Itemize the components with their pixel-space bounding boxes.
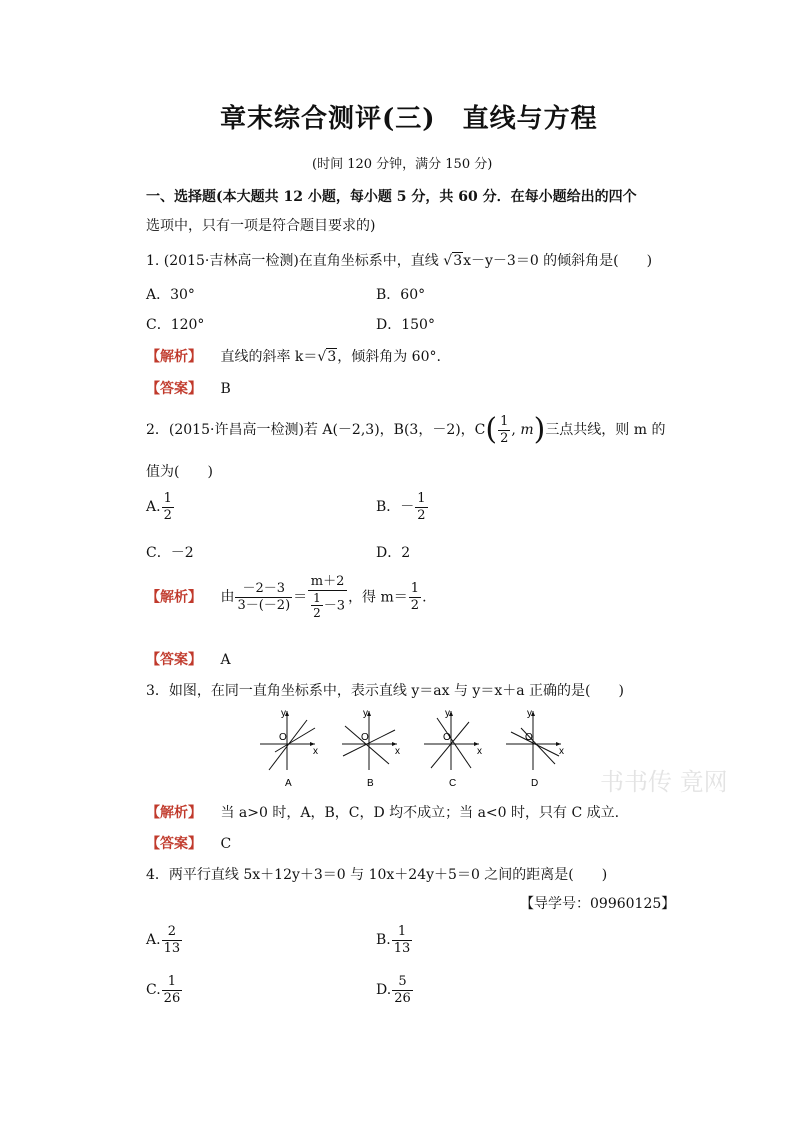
q1-option-d: D．150° (376, 317, 435, 333)
page-title: 章末综合测评(三) 直线与方程 (220, 104, 598, 134)
graph-b (342, 708, 400, 789)
q1-analysis: 【解析】 直线的斜率 k＝√3，倾斜角为 60°. (146, 349, 441, 365)
q4-reference: 【导学号：09960125】 (520, 896, 676, 912)
q4-option-c: C. $\frac{1}{26}$ (146, 974, 181, 1006)
figure-label-a: A (285, 778, 292, 789)
q1-answer: 【答案】 B (146, 381, 231, 397)
svg-text:y: y (363, 708, 368, 719)
section-header-line1: 一、选择题(本大题共 12 小题，每小题 5 分，共 60 分．在每小题给出的四个 (146, 189, 637, 205)
q4-stem: 4．两平行直线 5x＋12y＋3＝0 与 10x＋24y＋5＝0 之间的距离是( ) (146, 867, 608, 883)
svg-text:O: O (525, 732, 533, 743)
q4-option-b: B. $\frac{1}{13}$ (376, 924, 411, 956)
sqrt-symbol: √3 (443, 253, 463, 269)
svg-text:O: O (361, 732, 369, 743)
q3-answer: 【答案】 C (146, 836, 232, 852)
q1-option-b: B．60° (376, 287, 426, 303)
watermark: 书书传 竟网 (600, 768, 728, 796)
q2-option-c: C．－2 (146, 545, 194, 561)
q2-option-b: B．－ $\frac{1}{2}$ (376, 491, 426, 523)
q2-stem: 2．(2015·许昌高一检测)若 A(－2,3)，B(3，－2)，C( $\frac{1}{2}$ , m)三点共线，则 m 的 (146, 412, 666, 448)
answer-label: 【答案】 (146, 381, 202, 397)
q1-option-a: A．30° (146, 287, 195, 303)
graph-c (424, 708, 482, 789)
section-header-line2: 选项中，只有一项是符合题目要求的) (146, 218, 376, 234)
graph-d (506, 708, 564, 789)
figure-label-d: D (531, 778, 539, 789)
q3-analysis: 【解析】 当 a>0 时，A，B，C，D 均不成立；当 a<0 时，只有 C 成立. (146, 805, 620, 821)
q2-stem-line2: 值为( ) (146, 464, 213, 480)
svg-text:x: x (313, 746, 318, 757)
svg-text:y: y (527, 708, 532, 719)
q4-option-d: D. $\frac{5}{26}$ (376, 974, 411, 1006)
svg-text:O: O (443, 732, 451, 743)
q3-figure (255, 706, 575, 790)
svg-text:O: O (279, 732, 287, 743)
q1-stem: 1. (2015·吉林高一检测)在直角坐标系中，直线 √3x－y－3＝0 的倾斜角是( ) (146, 253, 653, 269)
svg-text:y: y (281, 708, 286, 719)
figure-label-b: B (367, 778, 374, 789)
q2-analysis: 【解析】 由 $\frac{-2-3}{3-(-2)}$ ＝ m＋2 $\frac{1}{2}$ －3 ，得 m＝ $\frac{1}{2}$ . (146, 574, 427, 621)
q1-option-c: C．120° (146, 317, 205, 333)
svg-text:x: x (477, 746, 482, 757)
graph-a (260, 708, 318, 789)
subtitle: (时间 120 分钟，满分 150 分) (312, 157, 493, 172)
analysis-label: 【解析】 (146, 349, 202, 365)
svg-text:y: y (445, 708, 450, 719)
q2-answer: 【答案】 A (146, 652, 231, 668)
q4-option-a: A. $\frac{2}{13}$ (146, 924, 181, 956)
svg-text:x: x (395, 746, 400, 757)
figure-label-c: C (449, 778, 457, 789)
q3-stem: 3．如图，在同一直角坐标系中，表示直线 y＝ax 与 y＝x＋a 正确的是( ) (146, 683, 624, 699)
svg-text:x: x (559, 746, 564, 757)
q2-option-a: A. $\frac{1}{2}$ (146, 491, 172, 523)
q2-option-d: D．2 (376, 545, 411, 561)
fraction: $\frac{1}{2}$ (500, 414, 509, 446)
